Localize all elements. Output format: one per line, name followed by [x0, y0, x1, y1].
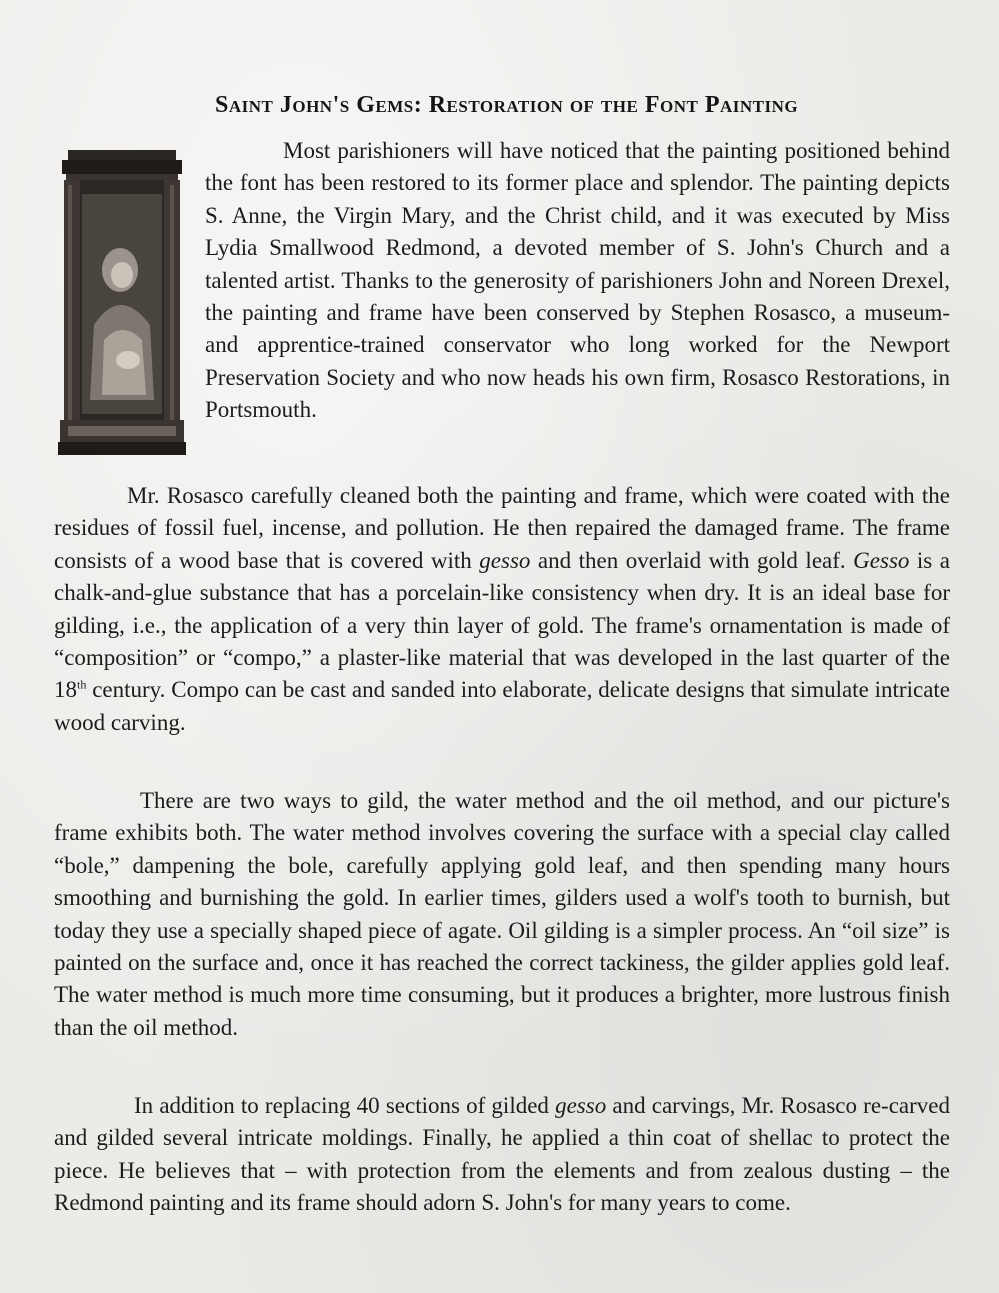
p2-gesso-italic-2: Gesso	[853, 547, 910, 573]
paragraph-3: There are two ways to gild, the water method and the oil method, and our picture's frame exhibits both. The water method involves covering the surface with a special clay called “bole,” dampening the bole, carefully applying gold leaf, and then spending many hours smoothing and burnishing the gold. In earlier times, gilders used a wolf's tooth to burnish, but today they use a specially shaped piece of agate. Oil gilding is a simpler process. An “oil size” is painted on the surface and, once it has reached the correct tackiness, the gilder applies gold leaf. The water method is much more time consuming, but it produces a brighter, more lustrous finish than the oil method.	[54, 788, 950, 1040]
p2-text-c: is a chalk-and-glue substance that has a porcelain-like consistency when dry. It is an ideal base for gilding, i.e., the application of a very thin layer of gold. The frame's ornamentation is made of “composition” or “compo,” a plaster-like material that was developed in the last quarter of the 18	[54, 547, 950, 703]
p2-gesso-italic: gesso	[479, 547, 531, 573]
p2-text-d: century. Compo can be cast and sanded into elaborate, delicate designs that simulate intricate wood carving.	[54, 677, 950, 735]
p2-text-b: and then overlaid with gold leaf.	[530, 547, 854, 573]
article-title: Saint John's Gems: Restoration of the Font Painting	[215, 92, 799, 118]
font-painting-image	[58, 150, 186, 455]
p4-text-a: In addition to replacing 40 sections of gilded	[134, 1093, 556, 1118]
p4-text-b: and carvings, Mr. Rosasco re-carved and gilded several intricate moldings. Finally, he applied a thin coat of shellac to protect the piece. He believes that – with protection from the elements and from zealous dusting – the Redmond painting and its frame should adorn S. John's for many years to come.	[54, 1093, 950, 1216]
p4-gesso-italic: gesso	[555, 1093, 607, 1118]
paragraph-1: Most parishioners will have noticed that the painting positioned behind the font has been restored to its former place and splendor. The painting depicts S. Anne, the Virgin Mary, and the Christ child, and it was executed by Miss Lydia Smallwood Redmond, a devoted member of S. John's Church and a talented artist. Thanks to the generosity of parishioners John and Noreen Drexel, the painting and frame have been conserved by Stephen Rosasco, a museum- and apprentice-trained conservator who long worked for the Newport Preservation Society and who now heads his own firm, Rosasco Restorations, in Portsmouth.	[205, 138, 950, 423]
paragraph-2	[54, 480, 950, 739]
p2-superscript: th	[77, 677, 87, 692]
paragraph-4	[54, 1090, 950, 1220]
p2-text-a: Mr. Rosasco carefully cleaned both the painting and frame, which were coated with the residues of fossil fuel, incense, and pollution. He then repaired the damaged frame. The frame consists of a wood base that is covered with	[54, 483, 950, 573]
